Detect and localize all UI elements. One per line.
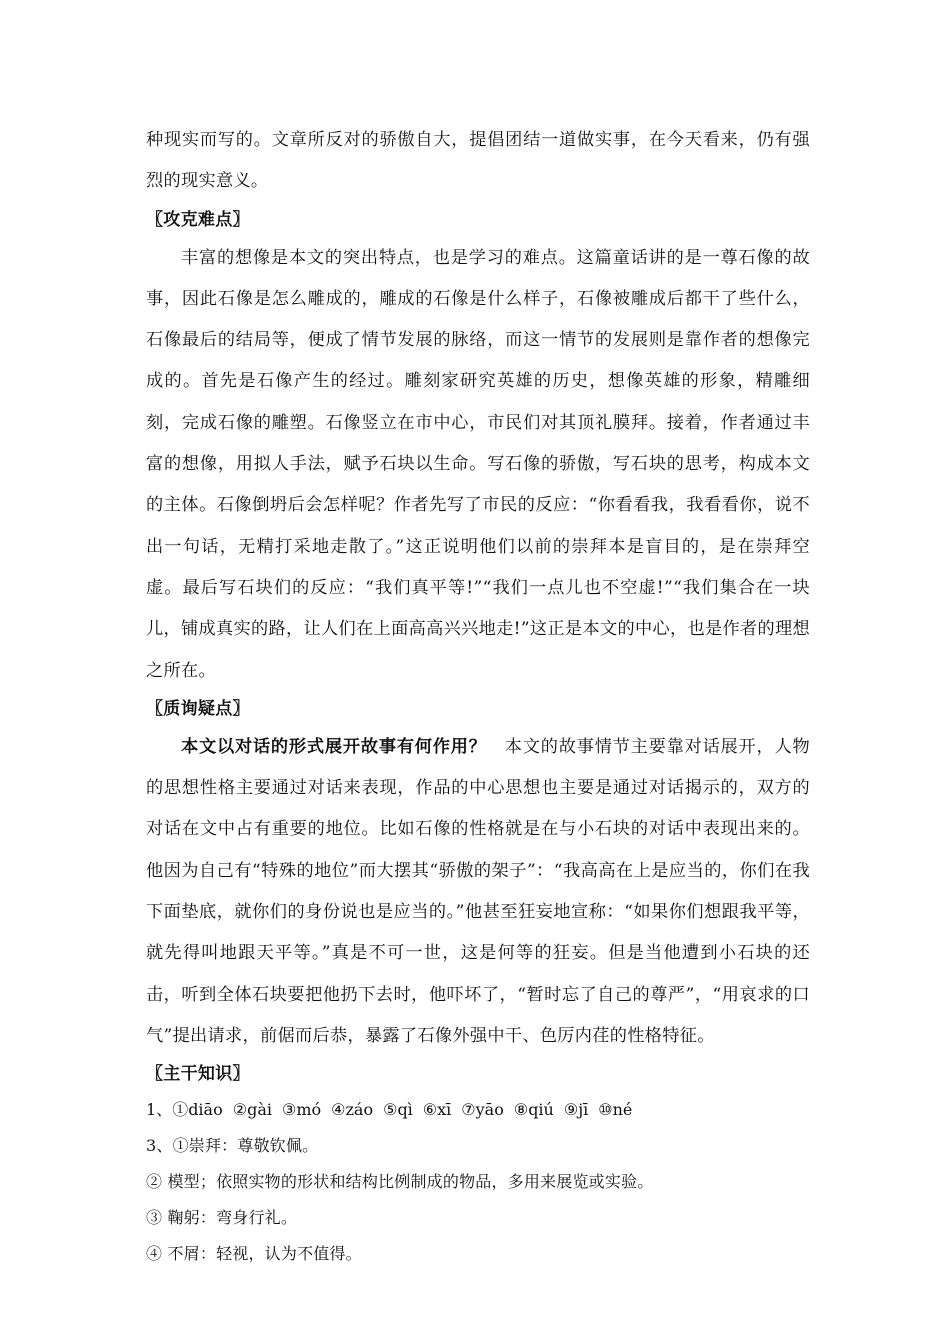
pinyin-item: ⑥xī xyxy=(422,1100,452,1120)
definition-item: ④ 不屑：轻视，认为不值得。 xyxy=(146,1244,362,1264)
zhixun-answer: 本文的故事情节主要靠对话展开，人物的思想性格主要通过对话来表现，作品的中心思想也主要是通过对话揭示的，双方的对话在文中占有重要的地位。比如石像的性格就是在与小石块的对话中表现出来的。他因为自己有“特殊的地位”而大摆其“骄傲的架子”：“我高高在上是应当的，你们在我下面垫底，就你们的身份说也是应当的。”他甚至狂妄地宣称：“如果你们想跟我平等，就先得叫地跟天平等。”真是不可一世，这是何等的狂妄。但是当他遭到小石块的还击，听到全体石块要把他扔下去时，他吓坏了，“暂时忘了自己的尊严”，“用哀求的口气”提出请求，前倨而后恭，暴露了石像外强中干、色厉内荏的性格特征。 xyxy=(146,736,810,1046)
pinyin-item: ⑩né xyxy=(598,1100,633,1120)
pinyin-item: ⑤qì xyxy=(383,1100,413,1120)
pinyin-answers xyxy=(146,1092,810,1128)
heading-zhixun-yidian: 〖质询疑点〗 xyxy=(146,698,250,719)
document-content xyxy=(146,120,810,1272)
pinyin-item: ①diāo xyxy=(172,1100,223,1120)
pinyin-item: ⑨jī xyxy=(563,1100,589,1120)
zhixun-paragraph xyxy=(146,727,810,1057)
pinyin-item: ⑧qiú xyxy=(513,1100,554,1120)
pinyin-item: ⑦yāo xyxy=(461,1100,504,1120)
question-1-prefix: 1、 xyxy=(146,1100,173,1120)
zhixun-question: 本文以对话的形式展开故事有何作用？ xyxy=(181,736,487,757)
continued-paragraph: 种现实而写的。文章所反对的骄傲自大，提倡团结一道做实事，在今天看来，仍有强烈的现实意义。 xyxy=(146,130,810,192)
gongke-paragraph: 丰富的想像是本文的突出特点，也是学习的难点。这篇童话讲的是一尊石像的故事，因此石像是怎么雕成的，雕成的石像是什么样子，石像被雕成后都干了些什么，石像最后的结局等，便成了情节发展的脉络，而这一情节的发展则是靠作者的想像完成的。首先是石像产生的经过。雕刻家研究英雄的历史，想像英雄的形象，精雕细刻，完成石像的雕塑。石像竖立在市中心，市民们对其顶礼膜拜。接着，作者通过丰富的想像，用拟人手法，赋予石块以生命。写石像的骄傲，写石块的思考，构成本文的主体。石像倒坍后会怎样呢？作者先写了市民的反应：“你看看我，我看看你，说不出一句话，无精打采地走散了。”这正说明他们以前的崇拜本是盲目的，是在崇拜空虚。最后写石块们的反应：“我们真平等!”“我们一点儿也不空虚!”“我们集合在一块儿，铺成真实的路，让人们在上面高高兴兴地走!”这正是本文的中心，也是作者的理想之所在。 xyxy=(146,247,810,681)
definition-item: ③ 鞠躬：弯身行礼。 xyxy=(146,1208,298,1228)
heading-zhugan-zhishi: 〖主干知识〗 xyxy=(146,1064,250,1085)
pinyin-item: ②gài xyxy=(232,1100,272,1120)
definition-item: ② 模型；依照实物的形状和结构比例制成的物品，多用来展览或实验。 xyxy=(146,1172,654,1192)
pinyin-item: ③mó xyxy=(281,1100,322,1120)
heading-gongke-nandian: 〖攻克难点〗 xyxy=(146,209,250,230)
definition-item: 3、①崇拜：尊敬钦佩。 xyxy=(146,1136,319,1156)
pinyin-item: ④záo xyxy=(331,1100,374,1120)
